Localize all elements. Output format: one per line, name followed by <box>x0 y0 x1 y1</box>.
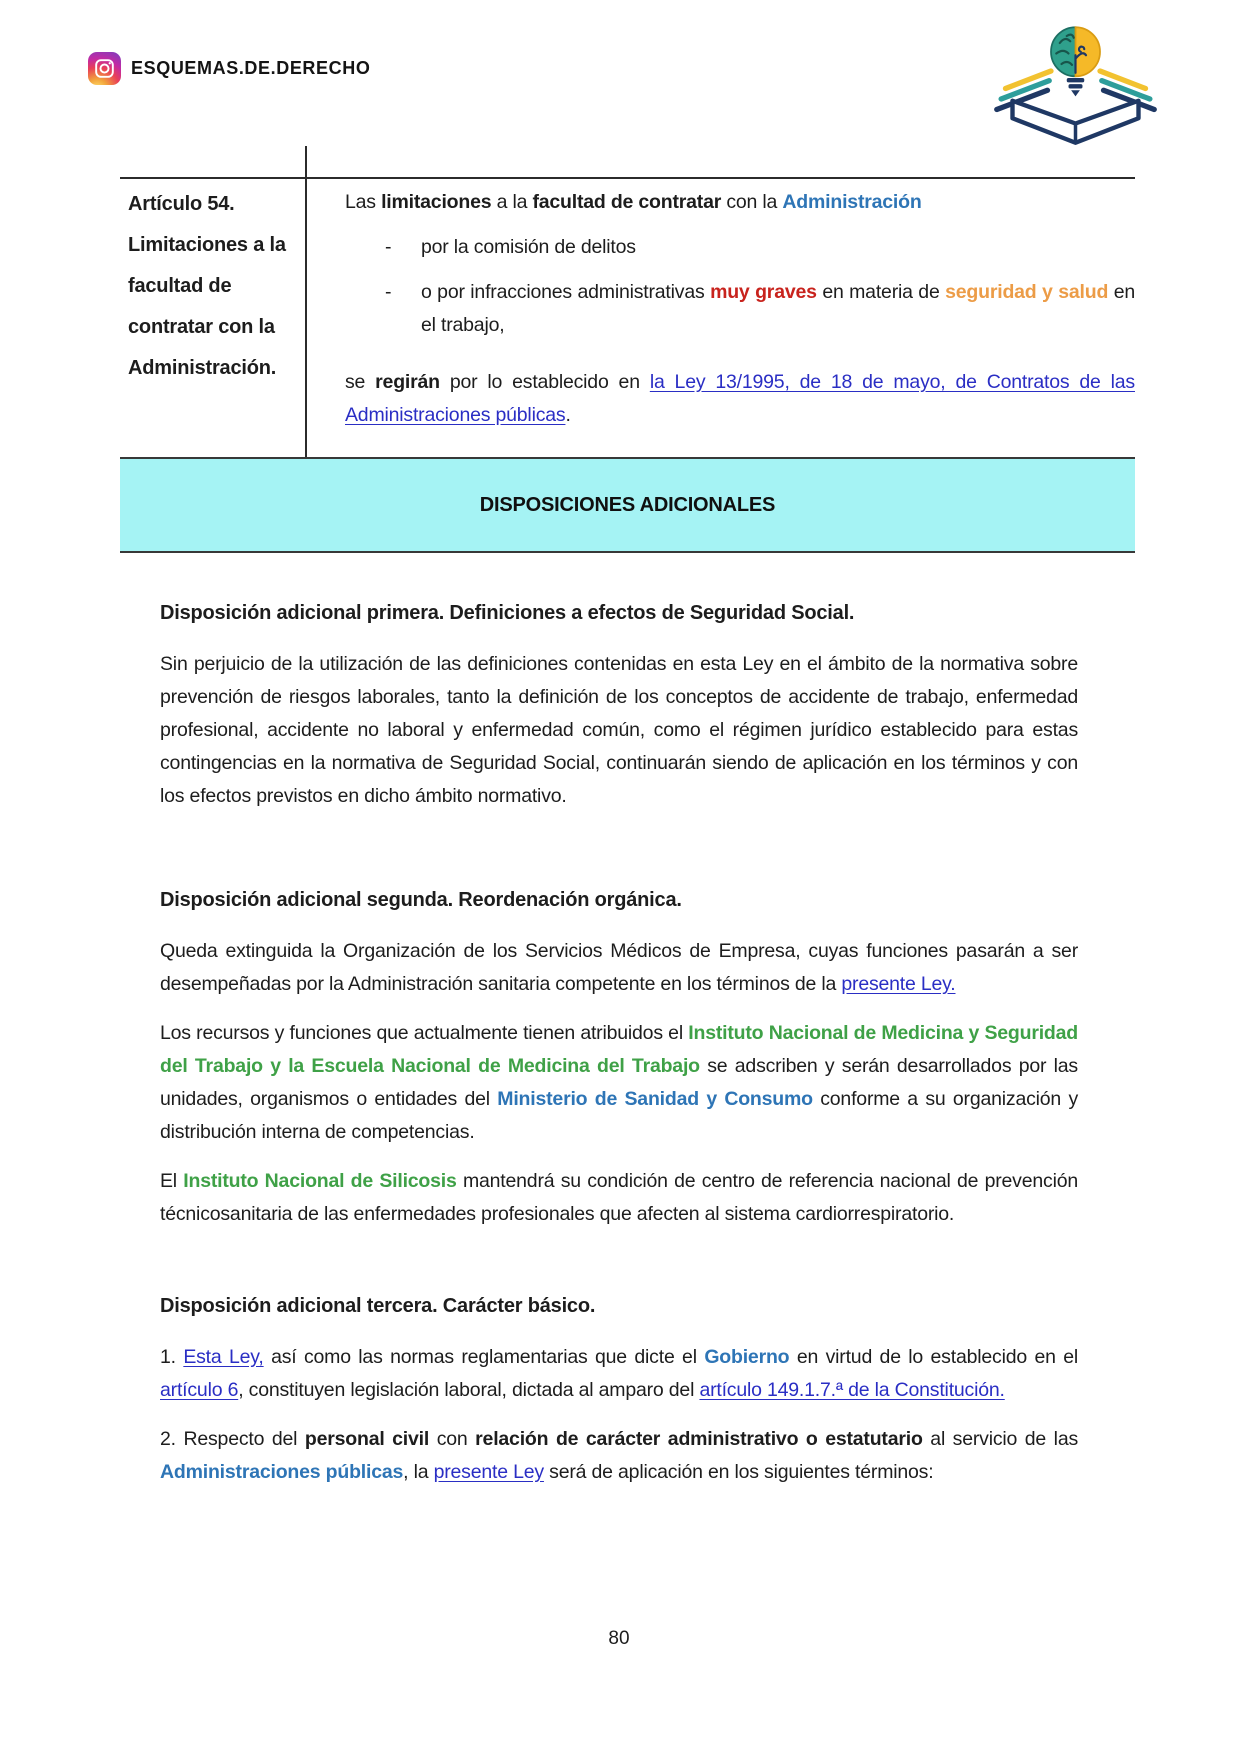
link[interactable]: artículo 149.1.7.ª de la Constitución. <box>699 1379 1005 1401</box>
text-segment: facultad de contratar <box>532 191 722 213</box>
text-segment: se adscriben y serán desarrollados por las unidades, organismos o entidades del <box>160 1055 1078 1110</box>
text-segment: muy graves <box>710 281 817 303</box>
text-segment: Administraciones públicas <box>160 1461 404 1483</box>
text-segment: por lo establecido en <box>439 371 650 393</box>
paragraph <box>160 1017 1078 1149</box>
article-closing <box>345 366 1135 432</box>
section-heading: Disposición adicional primera. Definiciones a efectos de Seguridad Social. <box>160 602 855 624</box>
text-segment: regirán <box>375 371 440 393</box>
paragraph <box>160 1341 1078 1407</box>
dash-bullet-icon: - <box>385 236 392 258</box>
text-segment: , la <box>403 1461 434 1483</box>
section-disposicion-segunda <box>160 887 1078 1231</box>
text-segment: Queda extinguida la Organización de los Servicios Médicos de Empresa, cuyas funciones pasarán a ser desempeñadas por la Administración sanitaria competente en los términos de la <box>160 940 1078 995</box>
text-segment: relación de carácter administrativo o estatutario <box>475 1428 923 1450</box>
table-column-divider <box>305 146 307 457</box>
link[interactable]: presente Ley <box>433 1461 544 1483</box>
text-segment: seguridad y salud <box>945 281 1109 303</box>
text-segment: o por infracciones administrativas <box>421 281 711 303</box>
text-segment: Sin perjuicio de la utilización de las definiciones contenidas en esta Ley en el ámbito de la normativa sobre prevención de riesgos laborales, tanto la definición de los conceptos de accidente de trabajo, enfermedad profesional, accidente no laboral y enfermedad común, como el régimen jurídico establecido para estas contingencias en la normativa de Seguridad Social, continuarán siendo de aplicación en los términos y con los efectos previstos en dicho ámbito normativo. <box>160 653 1078 807</box>
text-segment: así como las normas reglamentarias que dicte el <box>263 1346 705 1368</box>
paragraph <box>160 648 1078 813</box>
text-segment: en virtud de lo establecido en el <box>789 1346 1078 1368</box>
text-segment: con <box>429 1428 476 1450</box>
text-segment: Los recursos y funciones que actualmente tienen atribuidos el <box>160 1022 689 1044</box>
text-segment: 2. Respecto del <box>160 1428 305 1450</box>
document-body <box>160 600 1078 1489</box>
page-number: 80 <box>608 1628 630 1649</box>
text-segment: Instituto Nacional de Medicina y Seguridad del Trabajo y la Escuela Nacional de Medicina del Trabajo <box>160 1022 1079 1077</box>
text-segment: Las <box>345 191 382 213</box>
article-content-cell <box>345 184 1135 432</box>
text-segment: con la <box>721 191 783 213</box>
text-segment: en materia de <box>816 281 946 303</box>
instagram-icon <box>88 52 121 85</box>
banner-title: DISPOSICIONES ADICIONALES <box>479 493 776 516</box>
text-segment: 1. <box>160 1346 184 1368</box>
table-top-border <box>120 177 1135 179</box>
link[interactable]: artículo 6 <box>160 1379 239 1401</box>
text-segment: en el trabajo, <box>421 281 1135 336</box>
dash-bullet-icon: - <box>385 281 392 303</box>
list-item <box>345 276 1135 342</box>
text-segment: Instituto Nacional de Silicosis <box>183 1170 457 1192</box>
link[interactable]: la Ley 13/1995, de 18 de mayo, de Contratos de las Administraciones públicas <box>345 371 1135 426</box>
text-segment: Ministerio de Sanidad y Consumo <box>497 1088 813 1110</box>
text-segment: será de aplicación en los siguientes términos: <box>543 1461 934 1483</box>
text-segment: se <box>345 371 376 393</box>
paragraph <box>160 935 1078 1001</box>
brand-name: ESQUEMAS.DE.DERECHO <box>131 58 371 78</box>
link[interactable]: presente Ley. <box>841 973 956 995</box>
article-title: Artículo 54. Limitaciones a la facultad de contratar con la Administración. <box>128 193 286 379</box>
brand-header <box>88 52 370 85</box>
section-heading: Disposición adicional segunda. Reordenación orgánica. <box>160 889 682 911</box>
list-item <box>345 231 1135 264</box>
text-segment: . <box>565 404 571 426</box>
paragraph <box>160 1165 1078 1231</box>
text-segment: al servicio de las <box>922 1428 1079 1450</box>
text-segment: Gobierno <box>704 1346 790 1368</box>
book-brain-bulb-logo <box>988 20 1163 150</box>
text-segment: personal civil <box>304 1428 430 1450</box>
text-segment: mantendrá su condición de centro de referencia nacional de prevención técnicosanitaria de las enfermedades profesionales que afecten al sistema cardiorrespiratorio. <box>160 1170 1078 1225</box>
text-segment: El <box>160 1170 184 1192</box>
text-segment: , constituyen legislación laboral, dictada al amparo del <box>238 1379 700 1401</box>
text-segment: Administración <box>782 191 922 213</box>
text-segment: limitaciones <box>381 191 492 213</box>
paragraph <box>160 1423 1078 1489</box>
section-disposicion-tercera <box>160 1293 1078 1489</box>
text-segment: a la <box>491 191 533 213</box>
section-disposicion-primera <box>160 600 1078 813</box>
text-segment: conforme a su organización y distribución interna de competencias. <box>160 1088 1078 1143</box>
article-intro <box>345 186 1135 219</box>
article-title-cell <box>128 184 298 389</box>
bullet-text <box>421 276 1135 342</box>
bullet-text <box>421 231 1135 264</box>
section-heading: Disposición adicional tercera. Carácter básico. <box>160 1295 596 1317</box>
text-segment: por la comisión de delitos <box>421 236 636 258</box>
section-banner <box>120 457 1135 553</box>
link[interactable]: Esta Ley, <box>183 1346 264 1368</box>
